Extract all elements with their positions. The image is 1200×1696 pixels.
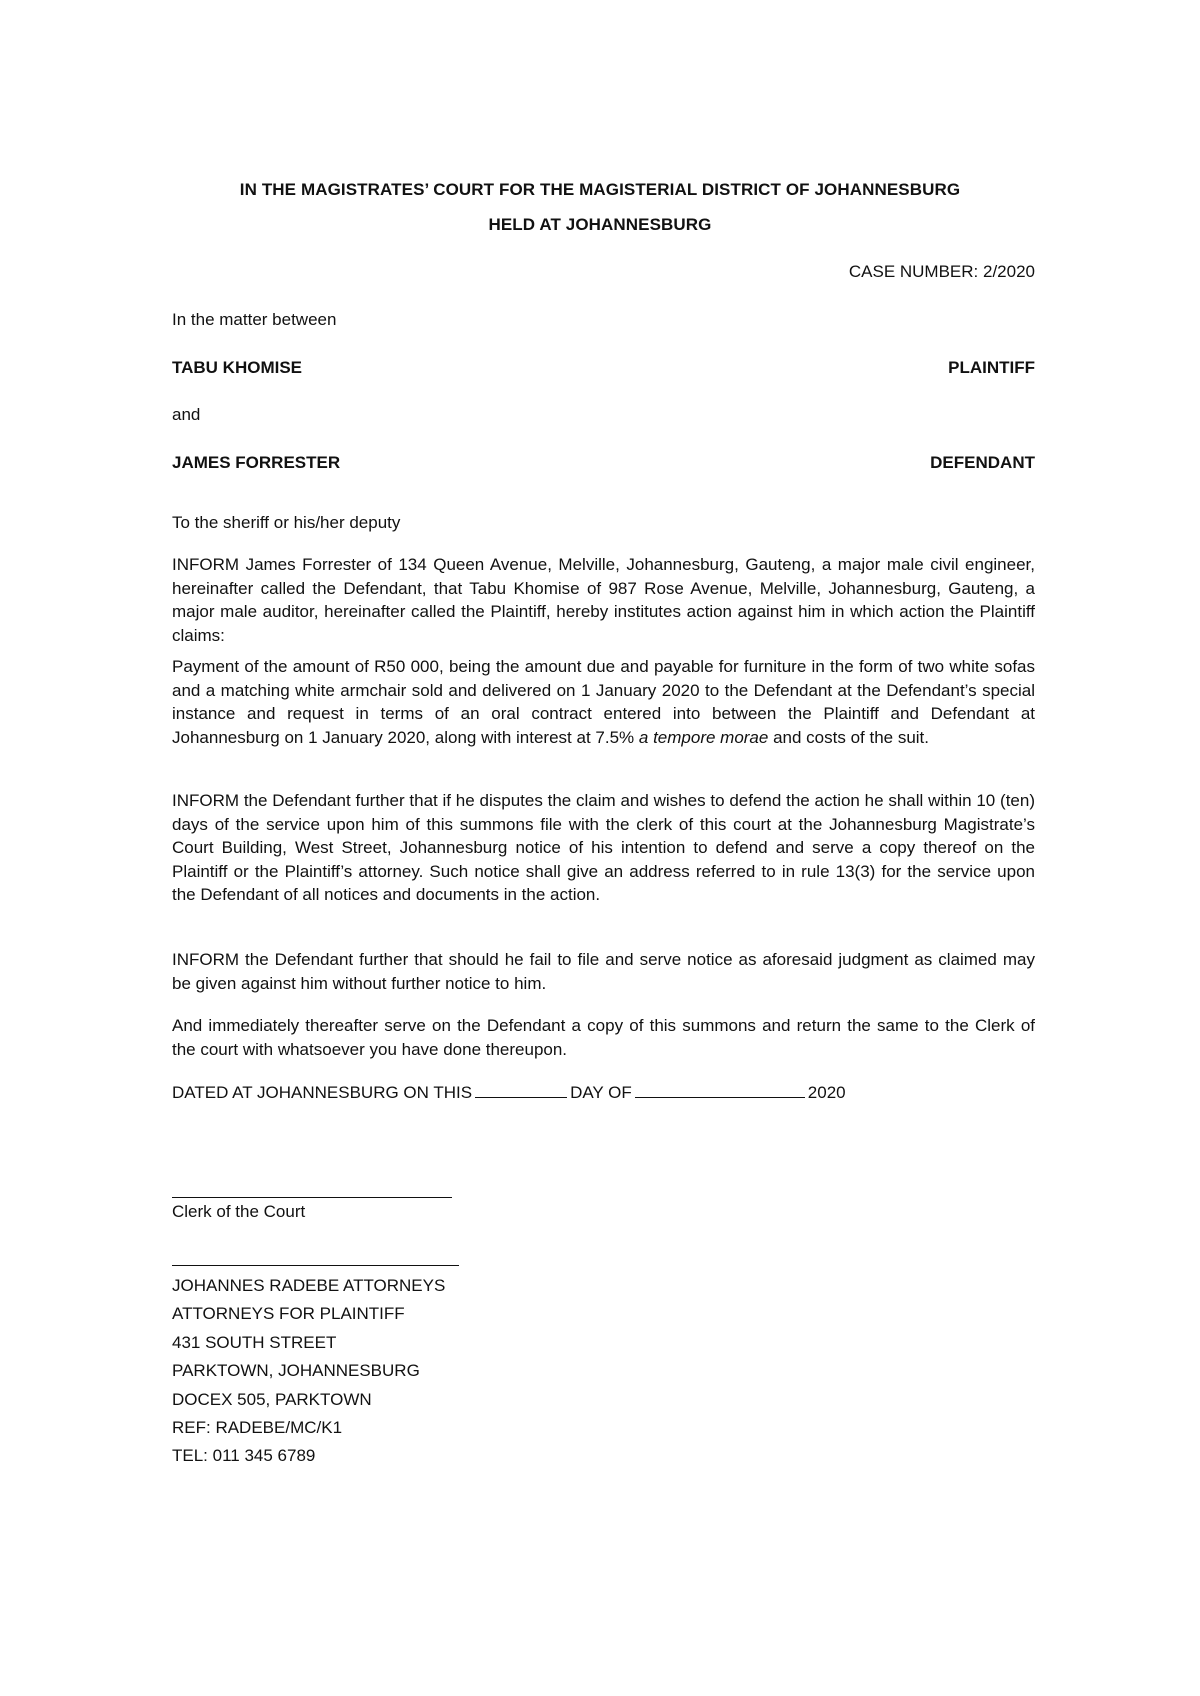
attorney-reference: REF: RADEBE/MC/K1 bbox=[172, 1418, 343, 1438]
attorney-firm: JOHANNES RADEBE ATTORNEYS bbox=[172, 1276, 446, 1295]
dated-middle: DAY OF bbox=[570, 1083, 632, 1102]
attorney-block bbox=[172, 1272, 445, 1471]
dated-year: 2020 bbox=[807, 1083, 846, 1102]
matter-intro: In the matter between bbox=[172, 310, 337, 329]
attorney-street: 431 SOUTH STREET bbox=[172, 1332, 337, 1352]
attorney-signature-line bbox=[172, 1265, 459, 1266]
dated-prefix: DATED AT JOHANNESBURG ON THIS bbox=[172, 1083, 473, 1102]
party-conjunction: and bbox=[172, 405, 201, 424]
case-number: CASE NUMBER: 2/2020 bbox=[848, 262, 1035, 281]
clerk-label: Clerk of the Court bbox=[172, 1202, 306, 1221]
serve-paragraph: And immediately thereafter serve on the Defendant a copy of this summons and return the same to the Clerk of the court with whatsoever you have done thereupon. bbox=[172, 1016, 1035, 1059]
defendant-name: JAMES FORRESTER bbox=[172, 453, 341, 472]
attorney-telephone: TEL: 011 345 6789 bbox=[172, 1446, 316, 1466]
court-heading: IN THE MAGISTRATES’ COURT FOR THE MAGISTERIAL DISTRICT OF JOHANNESBURG bbox=[239, 180, 961, 199]
addressee: To the sheriff or his/her deputy bbox=[172, 513, 401, 532]
day-blank bbox=[475, 1096, 567, 1098]
plaintiff-role: PLAINTIFF bbox=[948, 358, 1035, 377]
claim-paragraph bbox=[172, 655, 1035, 749]
claim-text: Payment of the amount of R50 000, being the amount due and payable for furniture in the form of two white sofas and a matching white armchair sold and delivered on 1 January 2020 to the Defendant at the Defendant’s special instance and request in terms of an oral contract entered into between the Plaintiff and Defendant at Johannesburg on 1 January 2020, along with interest at 7.5% bbox=[172, 657, 1035, 747]
defendant-role: DEFENDANT bbox=[930, 453, 1035, 472]
court-location: HELD AT JOHANNESBURG bbox=[488, 215, 712, 234]
attorney-suburb: PARKTOWN, JOHANNESBURG bbox=[172, 1361, 420, 1381]
claim-costs: and costs of the suit. bbox=[773, 727, 929, 747]
inform-paragraph-3: INFORM the Defendant further that should he fail to file and serve notice as aforesaid judgment as claimed may be given against him without further notice to him. bbox=[172, 950, 1035, 993]
inform-paragraph-2: INFORM the Defendant further that if he disputes the claim and wishes to defend the action he shall within 10 (ten) days of the service upon him of this summons file with the clerk of this court at the Johannesburg Magistrate’s Court Building, West Street, Johannesburg notice of his intention to defend and serve a copy thereof on the Plaintiff or the Plaintiff’s attorney. Such notice shall give an address referred to in rule 13(3) for the service upon the Defendant of all notices and documents in the action. bbox=[172, 791, 1035, 904]
dated-line bbox=[172, 1083, 846, 1103]
inform-paragraph-1: INFORM James Forrester of 134 Queen Avenue, Melville, Johannesburg, Gauteng, a major male civil engineer, hereinafter called the Defendant, that Tabu Khomise of 987 Rose Avenue, Melville, Johannesburg, Gauteng, a major male auditor, hereinafter called the Plaintiff, hereby institutes action against him in which action the Plaintiff claims: bbox=[172, 555, 1035, 645]
month-blank bbox=[635, 1096, 805, 1098]
clerk-signature-line bbox=[172, 1197, 452, 1198]
plaintiff-name: TABU KHOMISE bbox=[172, 358, 303, 377]
attorney-role: ATTORNEYS FOR PLAINTIFF bbox=[172, 1304, 405, 1324]
claim-latin-phrase: a tempore morae bbox=[638, 727, 769, 747]
attorney-docex: DOCEX 505, PARKTOWN bbox=[172, 1389, 372, 1409]
